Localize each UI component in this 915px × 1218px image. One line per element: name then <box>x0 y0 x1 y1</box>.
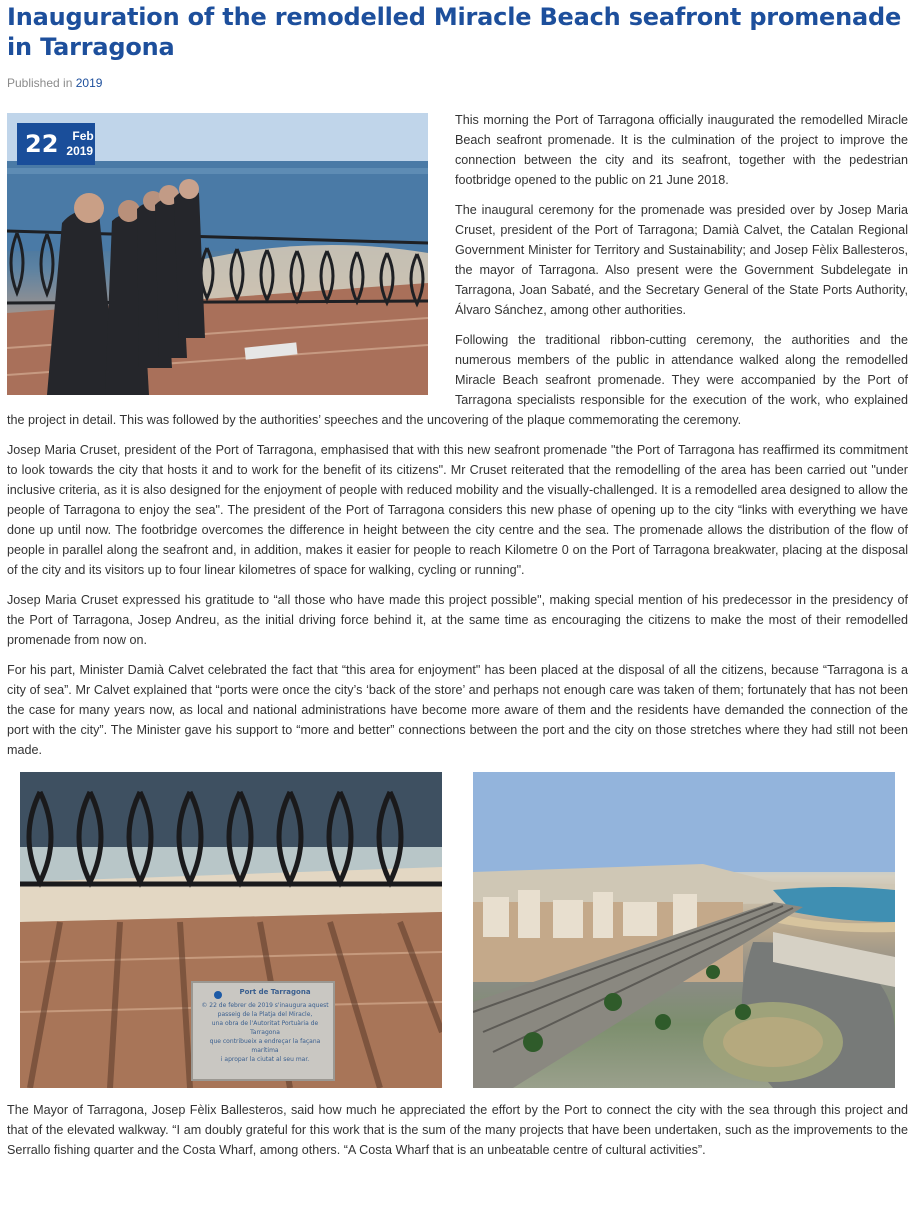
paragraph-1: This morning the Port of Tarragona officially inaugurated the remodelled Miracle Beach seafront promenade. It is the culmination of the project to improve the connection between the city and its seafront, together with the pedestrian footbridge opened to the public on 21 June 2018. <box>455 113 908 187</box>
plaque-text <box>200 988 330 1064</box>
paragraph-5: Josep Maria Cruset expressed his gratitude to “all those who have made this project possible", making special mention of his predecessor in the presidency of the Port of Tarragona, Josep Andreu, as the initial driving force behind it, at the same time as encouraging the citizens to make the most of their remodelled promenade from now on. <box>7 593 908 647</box>
date-badge <box>17 123 95 165</box>
paragraph-7: The Mayor of Tarragona, Josep Fèlix Ballesteros, said how much he appreciated the effort by the Port to connect the city with the sea through this project and that of the elevated walkway. “I am doubly grateful for this work that is the sum of the many projects that have been undertaken, such as the improvements to the Serrallo fishing quarter and the Costa Wharf, among others. “A Costa Wharf that is an unbeatable centre of cultural activities”. <box>7 1103 908 1157</box>
plaque-line: passeig de la Platja del Miracle, <box>217 1011 313 1018</box>
page-title: Inauguration of the remodelled Miracle Beach seafront promenade in Tarragona <box>7 3 902 61</box>
published-info <box>7 76 908 90</box>
city-aerial-photo <box>473 772 895 1088</box>
date-month: Feb <box>72 129 94 143</box>
plaque-line: una obra de l'Autoritat Portuària de Tarragona <box>211 1020 319 1036</box>
published-label: Published in <box>7 76 73 90</box>
paragraph-2: The inaugural ceremony for the promenade was presided over by Josep Maria Cruset, president of the Port of Tarragona; Damià Calvet, the Catalan Regional Government Minister for Territory and Sustainability; and Josep Fèlix Ballesteros, the mayor of Tarragona. Also present were the Government Subdelegate in Tarragona, Joan Sabaté, and the Secretary General of the State Ports Authority, Álvaro Sánchez, among other authorities. <box>455 203 908 317</box>
plaque-line: © 22 de febrer de 2019 s'inaugura aquest <box>201 1002 329 1009</box>
date-day: 22 <box>25 130 59 158</box>
date-year: 2019 <box>66 144 94 158</box>
photo-gallery <box>7 760 908 1100</box>
plaque-brand: Port de Tarragona <box>239 988 311 996</box>
paragraph-6: For his part, Minister Damià Calvet celebrated the fact that “this area for enjoyment" has been placed at the disposal of all the citizens, because “Tarragona is a city of sea”. Mr Calvet explained that “ports were once the city’s ‘back of the store’ and perhaps not enough care was taken of them; fortunately that has not been the case for many years now, as local and national administrations have become more aware of them and the residents have demanded the connection of the port with the city”. The Minister gave his support to “more and better” connections between the port and the city on those stretches where they had still not been made. <box>7 663 908 757</box>
city-photo-drawing <box>473 772 895 1088</box>
lead-photo <box>7 113 428 395</box>
plaque-photo <box>20 772 442 1088</box>
paragraph-4: Josep Maria Cruset, president of the Port of Tarragona, emphasised that with this new seafront promenade "the Port of Tarragona has reaffirmed its commitment to look towards the city that hosts it and to work for the benefit of its citizens". Mr Cruset reiterated that the remodelling of the area has been carried out "under inclusive criteria, as it is also designed for the enjoyment of people with reduced mobility and the visually-challenged. It is a remodelled area designed to allow the people of Tarragona to enjoy the sea". The president of the Port of Tarragona considers this new phase of opening up to the city “links with everything we have done up until now. The footbridge overcomes the difference in height between the city centre and the sea. The promenade allows the distribution of the flow of people in parallel along the seafront and, in addition, makes it easier for people to reach Kilometre 0 on the Port of Tarragona breakwater, placing at the disposal of the city and its visitors up to four linear kilometres of space for walking, cycling or running". <box>7 443 908 577</box>
paragraph-3: Following the traditional ribbon-cutting ceremony, the authorities and the numerous members of the public in attendance walked along the remodelled Miracle Beach seafront promenade. They were accompanied by the Port of Tarragona specialists responsible for the execution of the work, who explained the project in detail. This was followed by the authorities’ speeches and the uncovering of the plaque commemorating the ceremony. <box>7 333 908 427</box>
plaque-line: que contribueix a endreçar la façana marítima <box>209 1038 321 1054</box>
plaque-line: i apropar la ciutat al seu mar. <box>220 1056 310 1063</box>
article-body <box>7 110 908 760</box>
article-body-end <box>7 1100 908 1160</box>
published-year-link[interactable]: 2019 <box>75 76 103 90</box>
